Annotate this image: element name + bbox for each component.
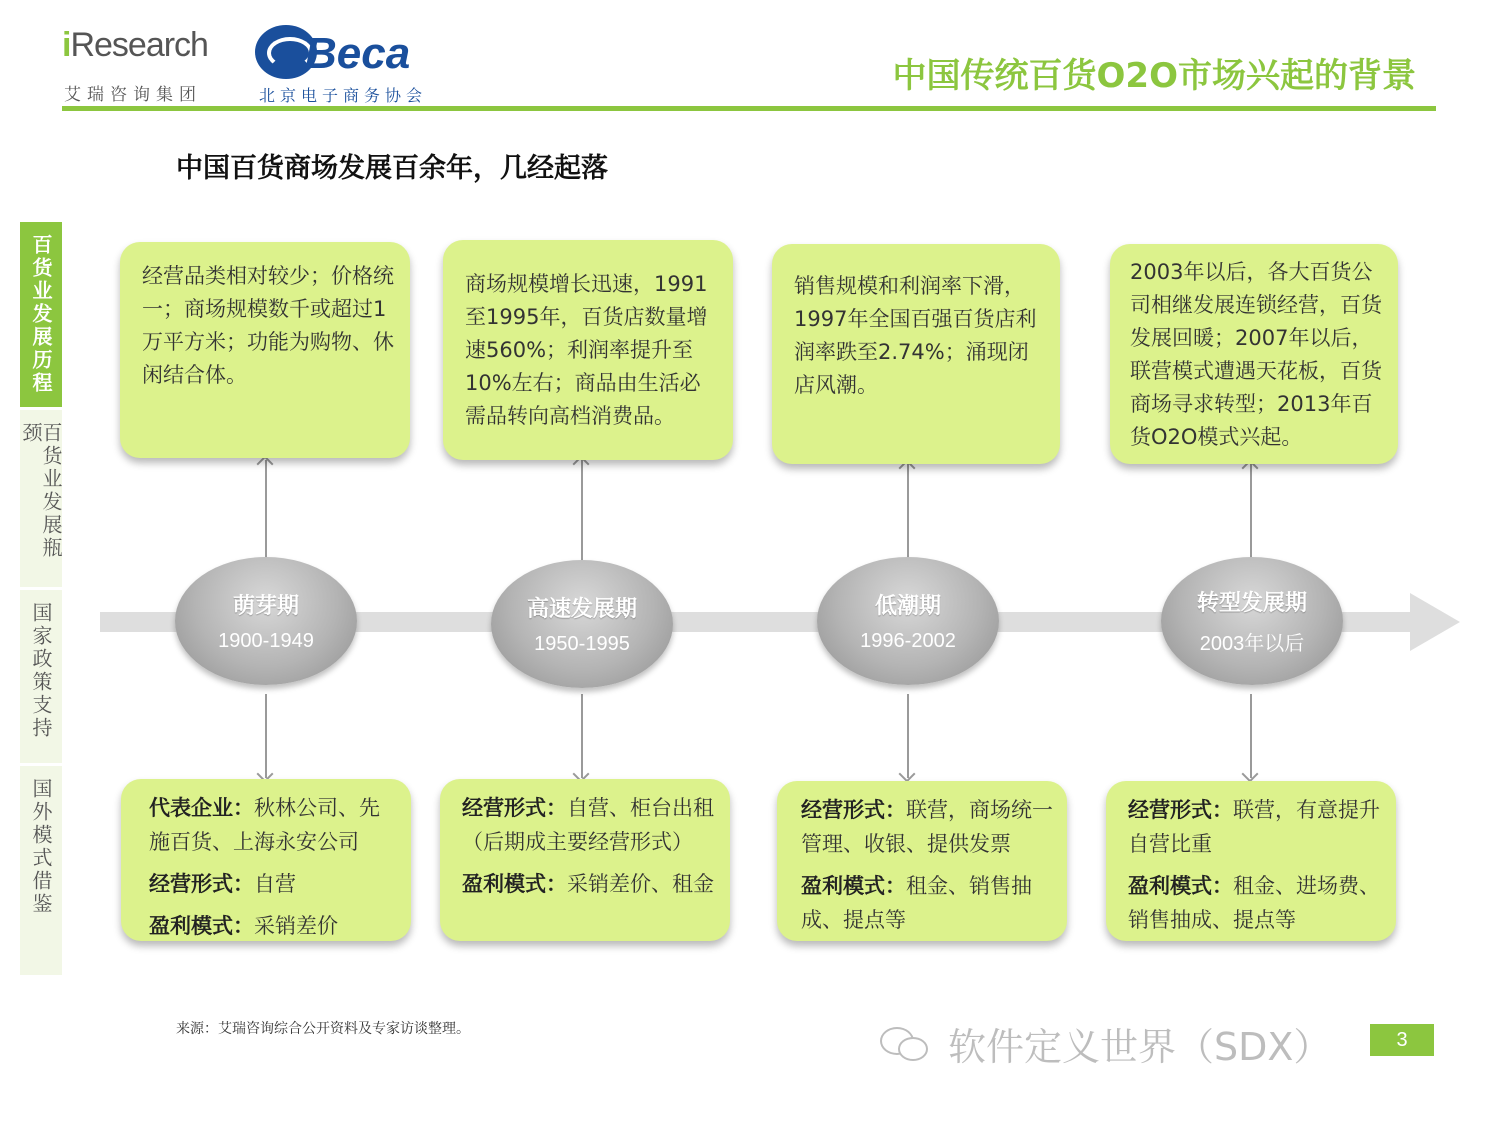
- connector-down-1: [265, 694, 267, 778]
- phase-1-model-line: 盈利模式：采销差价: [149, 914, 338, 938]
- timeline-arrow-head: [1410, 593, 1460, 651]
- phase-1-years: 1900-1949: [218, 630, 314, 652]
- nav-item-label: 国家政策支持: [29, 602, 53, 740]
- phase-4-model-line: 经营形式：联营，有意提升自营比重: [1128, 798, 1380, 856]
- phase-2-description: [443, 240, 733, 460]
- phase-2-description-text: 商场规模增长迅速，1991至1995年，百货店数量增速560%；利润率提升至10%左右；商品由生活必需品转向高档消费品。: [465, 272, 708, 428]
- phase-3-description-text: 销售规模和利润率下滑，1997年全国百强百货店利润率跌至2.74%；涌现闭店风潮。: [794, 274, 1037, 397]
- connector-down-2: [581, 694, 583, 778]
- phase-3-description: [772, 244, 1060, 464]
- phase-2-model-line: 经营形式：自营、柜台出租（后期成主要经营形式）: [462, 796, 714, 854]
- connector-up-1: [265, 460, 267, 560]
- phase-1-model-line: 经营形式：自营: [149, 872, 296, 896]
- phase-1-node: [175, 557, 357, 685]
- page-number: 3: [1370, 1024, 1434, 1056]
- connector-up-4: [1250, 464, 1252, 560]
- phase-3-model-line: 盈利模式：租金、销售抽成、提点等: [801, 874, 1032, 932]
- phase-4-model: [1106, 781, 1396, 941]
- nav-item-label: 百货业发展瓶颈: [19, 422, 63, 560]
- phase-1-model-line: 代表企业：秋林公司、先施百货、上海永安公司: [149, 796, 380, 854]
- nav-item-label: 百货业发展历程: [29, 234, 53, 395]
- ecbeca-subtitle: 北京电子商务协会: [259, 86, 428, 105]
- phase-1-name: 萌芽期: [232, 594, 299, 619]
- source-note: 来源：艾瑞咨询综合公开资料及专家访谈整理。: [176, 1021, 470, 1037]
- watermark-text: 软件定义世界（SDX）: [948, 1025, 1332, 1069]
- phase-2-model-line: 盈利模式：采销差价、租金: [462, 872, 714, 896]
- phase-1-description-text: 经营品类相对较少；价格统一；商场规模数千或超过1万平方米；功能为购物、休闲结合体。: [142, 264, 394, 387]
- slide-subtitle: 中国百货商场发展百余年，几经起落: [176, 153, 608, 184]
- phase-2-model: [440, 779, 730, 941]
- connector-up-3: [907, 464, 909, 560]
- wechat-icon: [880, 1023, 932, 1065]
- connector-down-3: [907, 694, 909, 778]
- iresearch-subtitle: 艾瑞咨询集团: [64, 85, 202, 105]
- ecbeca-wordmark: Beca: [305, 29, 411, 78]
- connector-up-2: [581, 460, 583, 560]
- page-title: 中国传统百货O2O市场兴起的背景: [892, 56, 1416, 96]
- phase-2-years: 1950-1995: [534, 633, 630, 655]
- phase-3-name: 低潮期: [874, 594, 941, 619]
- phase-2-node: [491, 560, 673, 688]
- iresearch-wordmark: iResearch: [62, 26, 208, 64]
- phase-3-model: [777, 781, 1067, 941]
- phase-3-node: [817, 557, 999, 685]
- phase-4-description: [1110, 244, 1398, 464]
- watermark: [880, 1016, 1331, 1071]
- phase-2-name: 高速发展期: [526, 597, 637, 622]
- nav-item-label: 国外模式借鉴: [29, 778, 53, 916]
- phase-1-description: [120, 242, 410, 458]
- phase-4-node: [1161, 557, 1343, 685]
- phase-3-years: 1996-2002: [860, 630, 956, 652]
- phase-4-name: 转型发展期: [1196, 591, 1307, 616]
- phase-3-model-line: 经营形式：联营，商场统一管理、收银、提供发票: [801, 798, 1053, 856]
- phase-4-description-text: 2003年以后，各大百货公司相继发展连锁经营，百货发展回暖；2007年以后，联营模式遭遇天花板，百货商场寻求转型；2013年百货O2O模式兴起。: [1130, 260, 1382, 449]
- phase-1-model: [121, 779, 411, 941]
- phase-4-years: 2003年以后: [1199, 633, 1305, 655]
- phase-4-model-line: 盈利模式：租金、进场费、销售抽成、提点等: [1128, 874, 1380, 932]
- connector-down-4: [1250, 694, 1252, 778]
